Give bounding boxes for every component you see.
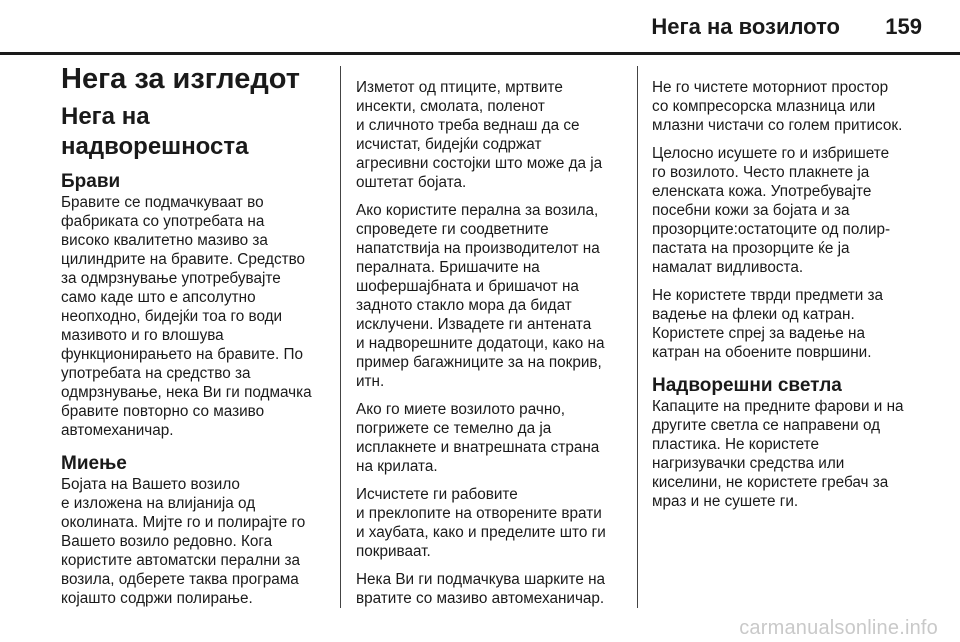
watermark: carmanualsonline.info	[739, 617, 938, 639]
column-divider-2	[637, 66, 638, 608]
column-3	[652, 78, 927, 520]
paragraph-hinges: Нека Ви ги подмачкува шарките на вратите со мазиво автомеханичар.	[356, 571, 606, 607]
paragraph-engine-bay: Не го чистете моторниот простор со компресорска млазница или млазни чистачи со голем притисок.	[652, 79, 903, 134]
subsection-exterior-lights-title: Надворешни светла	[652, 375, 842, 396]
column-divider-1	[340, 66, 341, 608]
page-number: 159	[885, 14, 922, 39]
paragraph-bird-droppings: Изметот од птиците, мртвите инсекти, смолата, поленот и сличното треба веднаш да се исчистат, бидејќи содржат агресивни состојки што може да ја оштетат бојата.	[356, 79, 603, 191]
header-rule	[0, 52, 960, 55]
paragraph-hand-wash: Ако го миете возилото рачно, погрижете се темелно да ја исплакнете и внатрешната страна на крилата.	[356, 401, 600, 475]
column-2	[356, 78, 624, 617]
washing-paragraph: Бојата на Вашето возило е изложена на влијанија од околината. Мијте го и полирајте го Вашето возило редовно. Кога користите автоматски перални за возила, одберете таква програма којашто содржи полирање.	[61, 476, 306, 607]
paragraph-car-wash: Ако користите перална за возила, спроведете ги соодветните напатствија на производителот на пералната. Бришачите на шофершајбната и бришачот на задното стакло мора да бидат исклучени. Извадете ги антената и надворешните додатоци, како на пример багажниците за на покрив, итн.	[356, 202, 605, 390]
exterior-lights-paragraph: Капаците на предните фарови и на другите светла се направени од пластика. Не користете нагризувачки средства или киселини, не користете гребач за мраз и не сушете ги.	[652, 398, 904, 510]
paragraph-drying: Целосно исушете го и избришете го возилото. Често плакнете ја еленската кожа. Употребувајте посебни кожи за бојата и за прозорците:остатоците од полир- пастата на прозорците ќе ја намалат видливоста.	[652, 145, 891, 276]
page-header	[0, 0, 960, 56]
chapter-title: Нега за изгледот	[61, 63, 300, 95]
locks-paragraph: Бравите се подмачкуваат во фабриката со употребата на високо квалитетно мазиво за цилиндрите на бравите. Средство за одмрзнување употребувајте само каде што е апсолутно неопходно, бидејќи тоа го води мазивото и го влошува функционирањето на бравите. По употребата на средство за одмрзнување, нека Ви ги подмачка бравите повторно со мазиво автомеханичар.	[61, 194, 312, 439]
running-title: Нега на возилото	[651, 14, 840, 39]
section-title: Нега на надворешноста	[61, 103, 249, 160]
subsection-washing-title: Миење	[61, 453, 127, 474]
column-1	[61, 62, 329, 616]
paragraph-door-edges: Исчистете ги рабовите и преклопите на отворените врати и хаубата, како и пределите што ги покриваат.	[356, 486, 606, 560]
paragraph-tar: Не користете тврди предмети за вадење на флеки од катран. Користете спреј за вадење на катран на обоените површини.	[652, 287, 884, 361]
subsection-locks-title: Брави	[61, 171, 121, 192]
